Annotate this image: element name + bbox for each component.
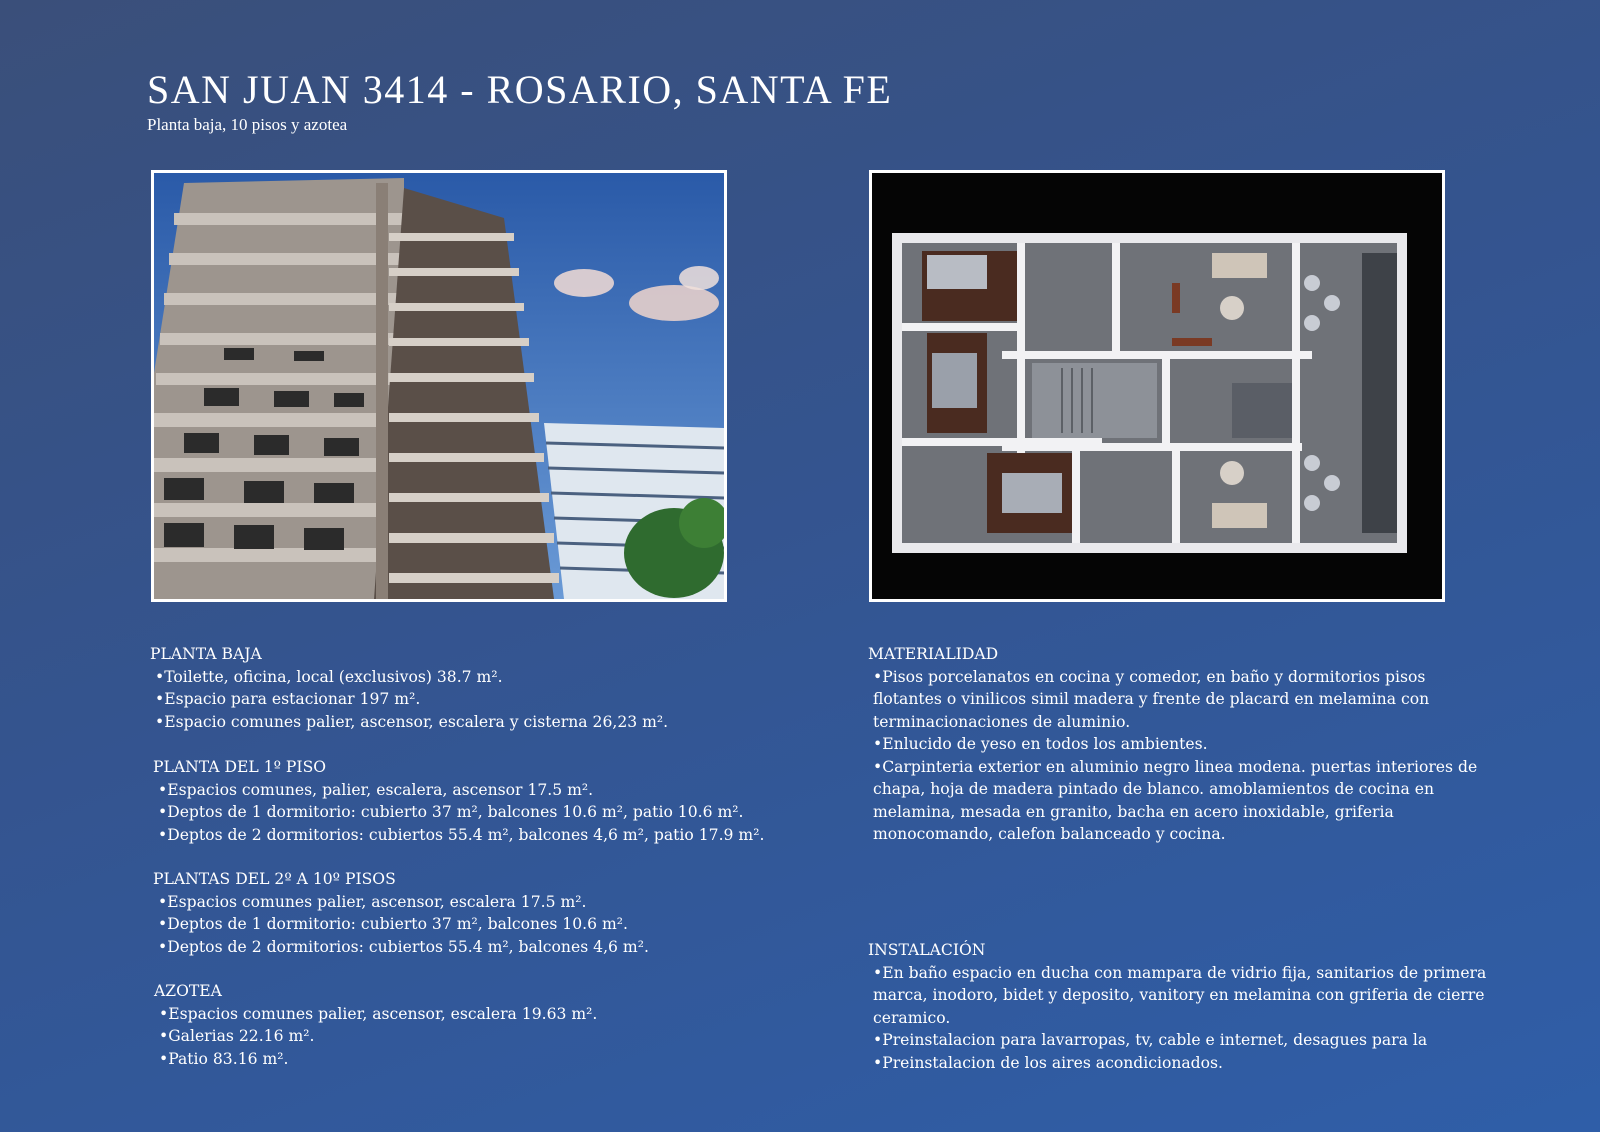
building-photo — [151, 170, 727, 602]
list-item: • Enlucido de yeso en todos los ambientes. — [868, 733, 1493, 756]
list-item: • Deptos de 2 dormitorios: cubiertos 55.4 m², balcones 4,6 m². — [153, 936, 649, 959]
list-item: • Deptos de 2 dormitorios: cubiertos 55.4 m², balcones 4,6 m², patio 17.9 m². — [153, 824, 764, 847]
list-item: • Pisos porcelanatos en cocina y comedor, en baño y dormitorios pisos flotantes o vinilicos simil madera y frente de placard en melamina con terminacionaciones de aluminio. — [868, 666, 1493, 734]
list-item: • Deptos de 1 dormitorio: cubierto 37 m², balcones 10.6 m², patio 10.6 m². — [153, 801, 764, 824]
list-item: • Deptos de 1 dormitorio: cubierto 37 m², balcones 10.6 m². — [153, 913, 649, 936]
section-heading: AZOTEA — [154, 982, 222, 1000]
floor-plan-photo — [869, 170, 1445, 602]
list-item: • Galerias 22.16 m². — [154, 1025, 597, 1048]
section-azotea — [154, 980, 597, 1070]
section-heading: PLANTA BAJA — [150, 645, 262, 663]
section-instalacion — [868, 939, 1493, 1074]
list-item: • Espacios comunes palier, ascensor, escalera 19.63 m². — [154, 1003, 597, 1026]
page-title: SAN JUAN 3414 - ROSARIO, SANTA FE — [147, 67, 893, 112]
building-rendering-image — [154, 173, 724, 599]
page-subtitle: Planta baja, 10 pisos y azotea — [147, 115, 348, 134]
section-plantas-2-a-10 — [153, 868, 649, 958]
list-item: • Patio 83.16 m². — [154, 1048, 597, 1071]
list-item: • Preinstalacion de los aires acondicionados. — [868, 1052, 1493, 1075]
section-planta-baja — [150, 643, 668, 733]
section-heading: PLANTAS DEL 2º A 10º PISOS — [153, 870, 396, 888]
section-heading: PLANTA DEL 1º PISO — [153, 758, 327, 776]
section-materialidad — [868, 643, 1493, 846]
floor-plan-rendering-image — [872, 173, 1442, 599]
list-item: • Espacios comunes palier, ascensor, escalera 17.5 m². — [153, 891, 649, 914]
section-heading: INSTALACIÓN — [868, 941, 986, 959]
list-item: • Espacio para estacionar 197 m². — [150, 688, 668, 711]
list-item: • Espacios comunes, palier, escalera, ascensor 17.5 m². — [153, 779, 764, 802]
list-item: • Carpinteria exterior en aluminio negro linea modena. puertas interiores de chapa, hoja de madera pintado de blanco. amoblamientos de cocina en melamina, mesada en granito, bacha en acero inoxidable, griferia monocomando, calefon balanceado y cocina. — [868, 756, 1493, 846]
list-item: • Espacio comunes palier, ascensor, escalera y cisterna 26,23 m². — [150, 711, 668, 734]
list-item: • Preinstalacion para lavarropas, tv, cable e internet, desagues para la — [868, 1029, 1493, 1052]
section-planta-1-piso — [153, 756, 764, 846]
section-heading: MATERIALIDAD — [868, 645, 999, 663]
list-item: • Toilette, oficina, local (exclusivos) 38.7 m². — [150, 666, 668, 689]
list-item: • En baño espacio en ducha con mampara de vidrio fija, sanitarios de primera marca, inodoro, bidet y deposito, vanitory en melamina con griferia de cierre ceramico. — [868, 962, 1493, 1030]
